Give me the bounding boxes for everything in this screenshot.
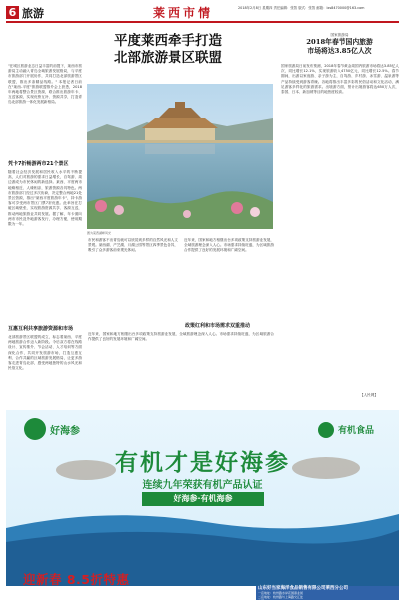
brand-right: 有机食品 (338, 426, 375, 436)
right-kicker: 国家旅游局 (330, 33, 349, 37)
center-body-1: 市民和游客不出青岛就可以欣赏到多样的自然风光和人文景观。莱西湖、产芝湖、月湖公园等景区四季景色各异，吸引了众多游客前来观光休闲。 (88, 238, 178, 253)
main-headline (84, 33, 252, 67)
ad-banner: 好海参·有机海参 (142, 492, 264, 506)
address-1: 一店地址：杭州路水岸花园商业街 (258, 591, 304, 595)
main-intro: "在城区旅游业态日益丰富的前提下，莱西市旅游局主动融入青岛全域旅游发展格局，与平度市旅游部门开展协作，共同打造北部旅游景区联盟，推出多条精品线路。" 本报记者日前在"莱西-平度"旅游联盟推介会上获悉，2018年两地将整合景区资源，联合推出旅游年卡、互送客源，实现优势互补、资源共享，打造青岛北部旅游一体化发展新格局。 (8, 64, 82, 105)
right-title-line-2: 市场将达3.85亿人次 (307, 46, 372, 55)
brand-logo-left (24, 418, 46, 440)
subhead-1: 凭卡7折畅游两市21个景区 (8, 161, 69, 167)
brand-logo-right (318, 422, 334, 438)
center-subhead: 政策红利和市场需求双重推动 (185, 323, 251, 329)
ad-subline: 连续九年荣获有机产品认证 (142, 480, 263, 491)
promo-text: 迎新春 8.5折特惠 (23, 572, 130, 587)
right-title-line-1: 2018年春节国内旅游 (306, 38, 373, 46)
footer-address (258, 587, 402, 603)
right-byline: 【人民网】 (360, 393, 378, 397)
hotline: 电话：13266389837 (258, 599, 288, 603)
photo-illustration (87, 84, 273, 229)
main-body-1: 随着社会经济发展和居民收入水平的不断提高，人们对旅游的需求日益增长，自驾游、周边游成为市民休闲的新选择。莱西、平度两市地缘相近、人缘相亲，旅游资源各具特色。两市旅游部门经过多次协商，决定整合两地21处景区资源，推出"莱西平度旅游年卡"，持卡游客可享受两市景区门票7折优惠。此举旨在打破区域壁垒，实现旅游资源共享、客源互送，推动两地旅游业共同发展。据了解，年卡面向两市市民及外地游客发行，办理方便，使用期限为一年。 (8, 170, 82, 227)
paper-name: 莱西市情 (153, 6, 214, 20)
subhead-2: 互惠互利共享旅游资源和市场 (8, 326, 74, 332)
right-article-head (277, 33, 402, 55)
page-number: 6 (6, 6, 19, 19)
main-body-2: 北部旅游景区联盟的成立，标志着莱西、平度两地旅游合作迈入新阶段。今后双方将在线路设计、宣传推介、节会活动、人才培训等方面深化合作，共同开发旅游市场，打造互惠互利、合作共赢的区域旅游发展格局，让更多游客走进青岛北部，感受两地独特的山水风光和民俗文化。 (8, 335, 82, 371)
advertisement (6, 410, 399, 586)
photo-caption: 图为莱西湖畔风光 (87, 231, 112, 235)
ad-slogan: 有机才是好海参 (115, 449, 290, 476)
section-title: 旅游 (22, 7, 44, 20)
center-body-2: 近年来，国家和地方相继出台多项政策支持旅游业发展，全域旅游理念深入人心。市场需求持续旺盛，为区域旅游合作提供了良好的发展环境和广阔空间。 (88, 332, 274, 342)
header-rule (6, 21, 399, 23)
lake-pavilion-photo (87, 84, 273, 229)
headline-line-1: 平度莱西牵手打造 (114, 33, 222, 49)
issue-meta: 2018年2月8日 星期四 责任编辑：张智 版式：张智 邮箱：lxs8470000@163.com (238, 6, 365, 10)
brand-left: 好海参 (50, 426, 80, 437)
headline-line-2: 北部旅游景区联盟 (114, 50, 222, 66)
center-body-1b: 近年来，国家和地方相继出台多项政策支持旅游业发展，全域旅游理念深入人心。市场需求持续旺盛，为区域旅游合作提供了良好的发展环境和广阔空间。 (184, 238, 274, 253)
company-name: 山东好当家海洋食品销售有限公司莱西分公司 (258, 586, 348, 591)
right-body: 国家旅游局日前发布预测，2018年春节黄金周国内旅游市场将达3.85亿人次，同比增长12.1%，实现旅游收入4750亿元，同比增长12.5%。春节期间，出游以家庭游、亲子游为主，自驾游、乡村游、冰雪游、温泉游等产品持续受到游客青睐。各地将推出丰富多彩的民俗活动和文化活动，满足游客多样化的旅游需求。出境游方面，预计出境游客将达650万人次，泰国、日本、新加坡等目的地热度较高。 (281, 64, 399, 95)
address-2: 二店地址：杭州路与上海路交汇处 (258, 595, 304, 599)
